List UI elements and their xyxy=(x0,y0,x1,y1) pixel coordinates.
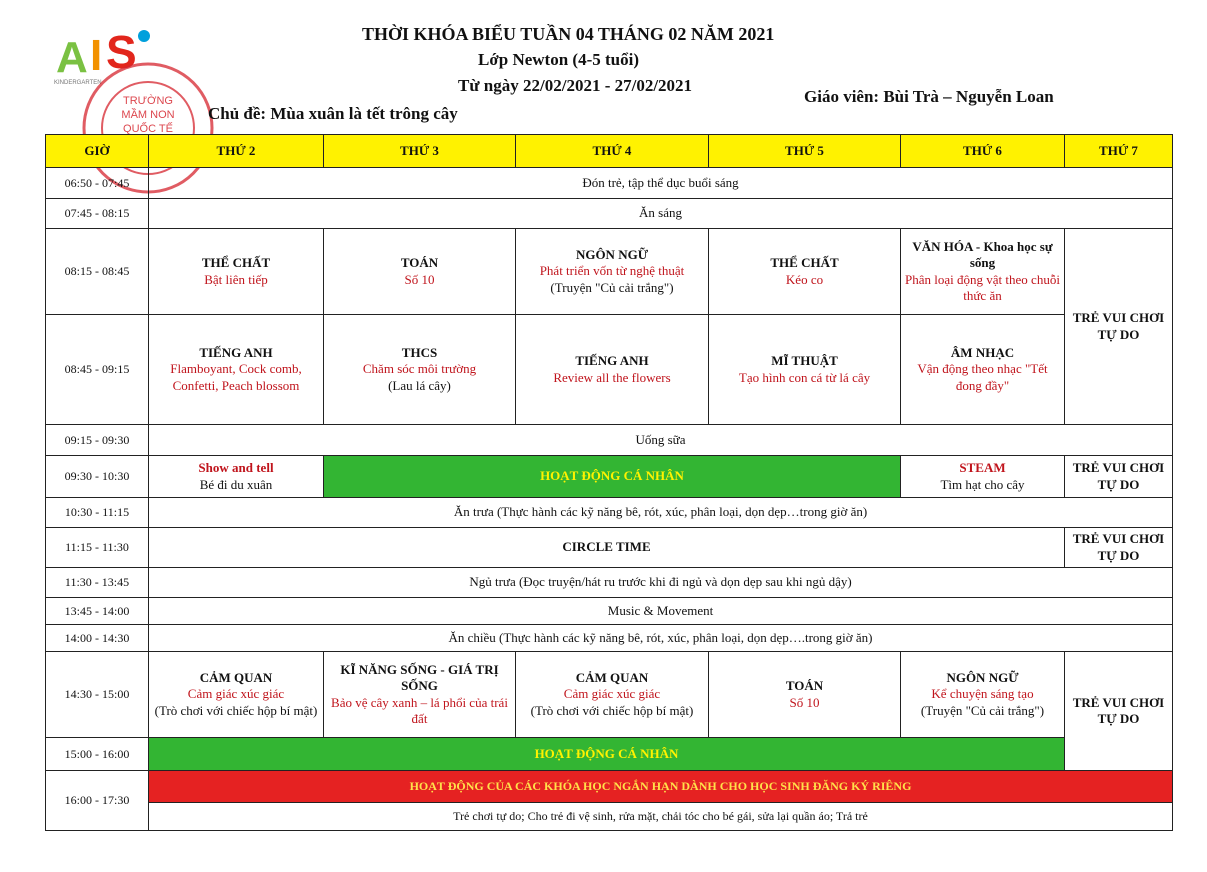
time-cell: 14:00 - 14:30 xyxy=(46,625,149,652)
timetable xyxy=(45,134,1173,831)
class-name: Lớp Newton (4-5 tuổi) xyxy=(478,50,639,69)
time-cell: 16:00 - 17:30 xyxy=(46,771,149,831)
free-play-cell: TRẺ VUI CHƠI TỰ DO xyxy=(1065,229,1173,425)
lesson-note: (Trò chơi với chiếc hộp bí mật) xyxy=(530,702,694,718)
lesson-subject: NGÔN NGỮ xyxy=(946,670,1019,686)
lesson-subject: THCS xyxy=(401,345,438,361)
lesson-subject: THỂ CHẤT xyxy=(201,255,271,271)
lesson-subject: MĨ THUẬT xyxy=(771,353,838,369)
lesson-cell xyxy=(709,229,901,315)
time-cell: 08:15 - 08:45 xyxy=(46,229,149,315)
svg-text:KINDERGARTEN: KINDERGARTEN xyxy=(54,80,102,86)
time-cell: 09:15 - 09:30 xyxy=(46,425,149,456)
activity-cell: Uống sữa xyxy=(149,425,1173,456)
lesson-note: (Trò chơi với chiếc hộp bí mật) xyxy=(154,702,318,718)
time-cell: 09:30 - 10:30 xyxy=(46,456,149,498)
col-header-fri: THỨ 6 xyxy=(901,135,1065,168)
activity-cell: Ngủ trưa (Đọc truyện/hát ru trước khi đi ngủ và dọn dẹp sau khi ngủ dậy) xyxy=(149,568,1173,598)
lesson-subject: STEAM xyxy=(959,460,1006,476)
lesson-note: (Truyện "Củ cải trắng") xyxy=(550,279,674,295)
table-row xyxy=(46,568,1173,598)
lesson-cell xyxy=(149,652,324,738)
lesson-detail: Phân loại động vật theo chuỗi thức ăn xyxy=(905,271,1060,303)
col-header-time: GIỜ xyxy=(46,135,149,168)
lesson-detail: Tạo hình con cá từ lá cây xyxy=(738,369,871,385)
svg-text:S: S xyxy=(106,26,137,78)
table-row xyxy=(46,738,1173,771)
lesson-detail: Cảm giác xúc giác xyxy=(563,686,661,702)
lesson-cell xyxy=(901,315,1065,425)
time-cell: 11:30 - 13:45 xyxy=(46,568,149,598)
lesson-subject: TIẾNG ANH xyxy=(199,345,273,361)
activity-cell: Trẻ chơi tự do; Cho trẻ đi vệ sinh, rửa mặt, chải tóc cho bé gái, sửa lại quần áo; Trả trẻ xyxy=(149,803,1173,831)
table-row xyxy=(46,652,1173,738)
table-row xyxy=(46,168,1173,199)
free-play-cell: TRẺ VUI CHƠI TỰ DO xyxy=(1065,528,1173,568)
lesson-detail: Số 10 xyxy=(404,271,435,287)
lesson-cell xyxy=(149,456,324,498)
topic: Chủ đề: Mùa xuân là tết trông cây xyxy=(208,104,458,123)
table-row xyxy=(46,771,1173,803)
lesson-cell xyxy=(149,229,324,315)
activity-cell: Đón trẻ, tập thể dục buổi sáng xyxy=(149,168,1173,199)
lesson-subject: THỂ CHẤT xyxy=(770,255,839,271)
table-row xyxy=(46,199,1173,229)
lesson-detail: Bé đi du xuân xyxy=(199,476,273,492)
lesson-cell xyxy=(324,652,516,738)
lesson-cell xyxy=(516,652,709,738)
svg-text:A: A xyxy=(56,33,88,82)
lesson-detail: Phát triển vốn từ nghệ thuật xyxy=(539,263,685,279)
lesson-subject: Show and tell xyxy=(198,460,274,476)
col-header-wed: THỨ 4 xyxy=(516,135,709,168)
time-cell: 07:45 - 08:15 xyxy=(46,199,149,229)
circle-time-cell: CIRCLE TIME xyxy=(149,528,1065,568)
col-header-mon: THỨ 2 xyxy=(149,135,324,168)
lesson-cell xyxy=(901,456,1065,498)
lesson-cell xyxy=(901,652,1065,738)
individual-activity-bar: HOẠT ĐỘNG CÁ NHÂN xyxy=(149,738,1065,771)
time-cell: 08:45 - 09:15 xyxy=(46,315,149,425)
lesson-detail: Review all the flowers xyxy=(553,369,671,385)
table-row xyxy=(46,598,1173,625)
table-row xyxy=(46,498,1173,528)
time-cell: 15:00 - 16:00 xyxy=(46,738,149,771)
lesson-detail: Số 10 xyxy=(789,694,820,710)
time-cell: 10:30 - 11:15 xyxy=(46,498,149,528)
col-header-sat: THỨ 7 xyxy=(1065,135,1173,168)
lesson-detail: Bật liên tiếp xyxy=(204,271,268,287)
stamp-line2: MẦM NON xyxy=(121,109,175,121)
page-title: THỜI KHÓA BIỂU TUẦN 04 THÁNG 02 NĂM 2021 xyxy=(362,24,775,44)
stamp-line3: QUỐC TẾ xyxy=(123,123,173,135)
lesson-cell xyxy=(516,229,709,315)
lesson-subject: NGÔN NGỮ xyxy=(575,247,649,263)
lesson-detail: Tìm hạt cho cây xyxy=(940,476,1025,492)
lesson-subject: CẢM QUAN xyxy=(575,670,649,686)
col-header-tue: THỨ 3 xyxy=(324,135,516,168)
table-row xyxy=(46,528,1173,568)
lesson-note: (Truyện "Củ cải trắng") xyxy=(920,702,1045,718)
lesson-subject: ÂM NHẠC xyxy=(950,345,1015,361)
free-play-cell: TRẺ VUI CHƠI TỰ DO xyxy=(1065,456,1173,498)
table-row xyxy=(46,803,1173,831)
table-row xyxy=(46,315,1173,425)
lesson-detail: Cảm giác xúc giác xyxy=(187,686,285,702)
svg-text:I: I xyxy=(90,31,103,80)
lesson-detail: Kể chuyện sáng tạo xyxy=(931,686,1034,702)
lesson-subject: CẢM QUAN xyxy=(199,670,273,686)
lesson-detail: Chăm sóc môi trường xyxy=(362,361,477,377)
lesson-cell xyxy=(149,315,324,425)
lesson-note: (Lau lá cây) xyxy=(388,377,451,393)
lesson-detail: Flamboyant, Cock comb, Confetti, Peach blossom xyxy=(170,361,302,393)
lesson-subject: KĨ NĂNG SỐNG - GIÁ TRỊ SỐNG xyxy=(340,662,499,694)
stamp-line1: TRƯỜNG xyxy=(123,95,173,107)
lesson-detail: Vận động theo nhạc "Tết đong đầy" xyxy=(917,361,1048,393)
table-row xyxy=(46,229,1173,315)
lesson-subject: TOÁN xyxy=(785,678,824,694)
activity-cell: Ăn sáng xyxy=(149,199,1173,229)
lesson-subject: VĂN HÓA - Khoa học sự sống xyxy=(912,239,1053,271)
activity-cell: Music & Movement xyxy=(149,598,1173,625)
table-row xyxy=(46,456,1173,498)
time-cell: 13:45 - 14:00 xyxy=(46,598,149,625)
lesson-subject: TOÁN xyxy=(400,255,439,271)
lesson-cell xyxy=(324,315,516,425)
individual-activity-bar: HOẠT ĐỘNG CÁ NHÂN xyxy=(324,456,901,498)
time-cell: 06:50 - 07:45 xyxy=(46,168,149,199)
col-header-thu: THỨ 5 xyxy=(709,135,901,168)
time-cell: 11:15 - 11:30 xyxy=(46,528,149,568)
teacher-names: Giáo viên: Bùi Trà – Nguyễn Loan xyxy=(804,87,1054,106)
lesson-detail: Kéo co xyxy=(785,271,824,287)
free-play-cell: TRẺ VUI CHƠI TỰ DO xyxy=(1065,652,1173,771)
lesson-cell xyxy=(709,315,901,425)
lesson-cell xyxy=(709,652,901,738)
activity-cell: Ăn trưa (Thực hành các kỹ năng bê, rót, xúc, phân loại, dọn dẹp…trong giờ ăn) xyxy=(149,498,1173,528)
table-row xyxy=(46,425,1173,456)
lesson-detail: Bảo vệ cây xanh – lá phổi của trái đất xyxy=(331,694,508,726)
short-course-bar: HOẠT ĐỘNG CỦA CÁC KHÓA HỌC NGẮN HẠN DÀNH CHO HỌC SINH ĐĂNG KÝ RIÊNG xyxy=(149,771,1173,803)
lesson-cell xyxy=(516,315,709,425)
lesson-subject: TIẾNG ANH xyxy=(575,353,649,369)
lesson-cell xyxy=(324,229,516,315)
date-range: Từ ngày 22/02/2021 - 27/02/2021 xyxy=(458,76,693,95)
activity-cell: Ăn chiều (Thực hành các kỹ năng bê, rót, xúc, phân loại, dọn dẹp….trong giờ ăn) xyxy=(149,625,1173,652)
lesson-cell xyxy=(901,229,1065,315)
time-cell: 14:30 - 15:00 xyxy=(46,652,149,738)
table-row xyxy=(46,625,1173,652)
